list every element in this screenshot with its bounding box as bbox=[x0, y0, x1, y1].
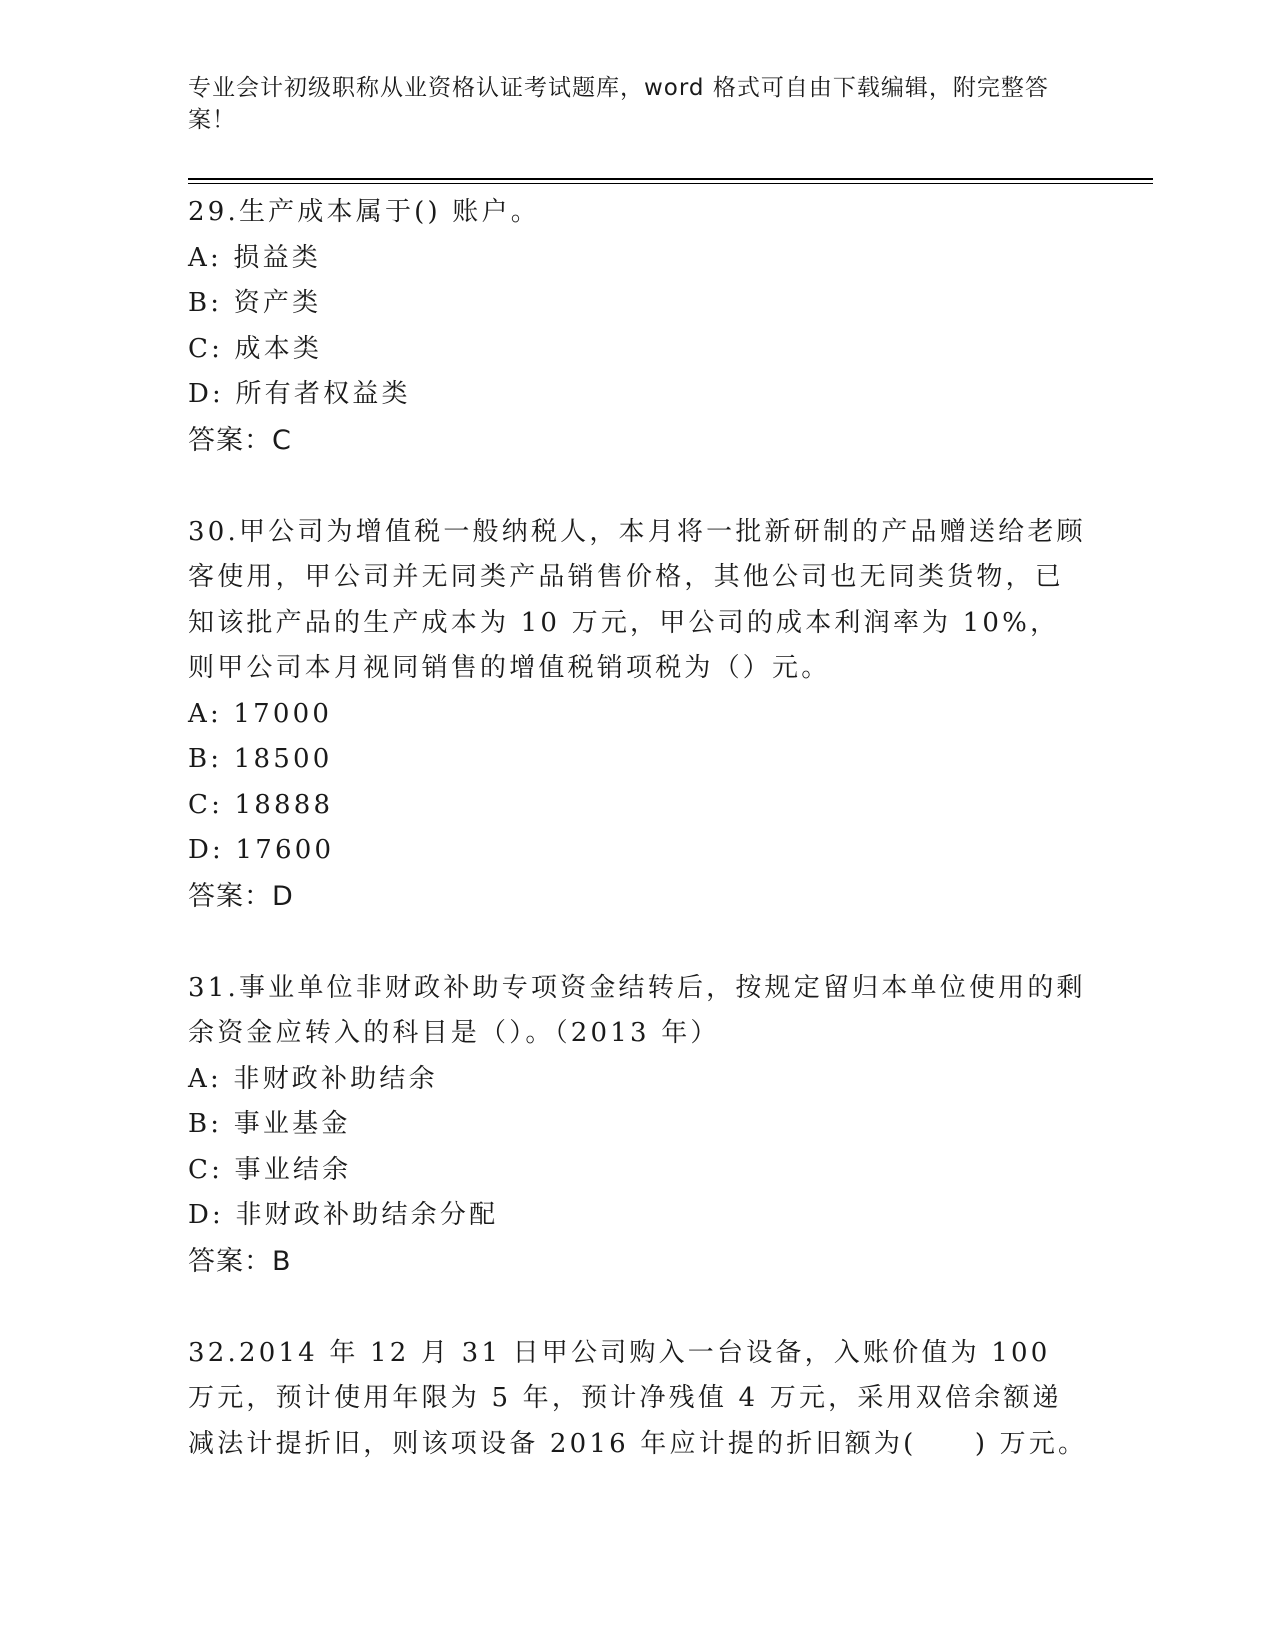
option-a: A: 非财政补助结余 bbox=[188, 1063, 438, 1094]
document-header bbox=[188, 72, 1068, 136]
question-31 bbox=[188, 966, 1088, 1285]
option-a: A: 17000 bbox=[188, 698, 333, 729]
question-32 bbox=[188, 1331, 1088, 1468]
spacer bbox=[188, 920, 1088, 966]
header-divider-thick bbox=[188, 178, 1153, 180]
option-b: B: 资产类 bbox=[188, 288, 322, 318]
question-stem: 32.2014 年 12 月 31 日甲公司购入一台设备，入账价值为 100 万元，预计使用年限为 5 年，预计净残值 4 万元，采用双倍余额递减法计提折旧，则该项设备 2016 年应计提的折旧额为( ) 万元。 bbox=[188, 1337, 1088, 1459]
option-d: D: 17600 bbox=[188, 835, 335, 865]
option-a: A: 损益类 bbox=[188, 242, 322, 273]
header-divider-thin bbox=[188, 183, 1153, 184]
option-d: D: 所有者权益类 bbox=[188, 379, 411, 409]
question-29 bbox=[188, 190, 1088, 464]
question-stem: 29.生产成本属于() 账户。 bbox=[188, 197, 540, 227]
question-stem: 31.事业单位非财政补助专项资金结转后，按规定留归本单位使用的剩余资金应转入的科目是（）。（2013 年） bbox=[188, 972, 1086, 1048]
option-d: D: 非财政补助结余分配 bbox=[188, 1200, 499, 1230]
answer-line: 答案：C bbox=[188, 424, 292, 456]
question-list bbox=[188, 190, 1088, 1467]
option-b: B: 18500 bbox=[188, 744, 333, 774]
question-30 bbox=[188, 510, 1088, 920]
option-c: C: 事业结余 bbox=[188, 1154, 352, 1185]
question-stem: 30.甲公司为增值税一般纳税人，本月将一批新研制的产品赠送给老顾客使用，甲公司并无同类产品销售价格，其他公司也无同类货物，已知该批产品的生产成本为 10 万元，甲公司的成本利润率为 10%，则甲公司本月视同销售的增值税销项税为（）元。 bbox=[188, 516, 1086, 683]
answer-line: 答案：D bbox=[188, 880, 294, 912]
header-text: 专业会计初级职称从业资格认证考试题库，word 格式可自由下载编辑，附完整答案！ bbox=[188, 75, 1049, 133]
answer-line: 答案：B bbox=[188, 1245, 292, 1277]
option-c: C: 成本类 bbox=[188, 333, 323, 364]
option-b: B: 事业基金 bbox=[188, 1109, 351, 1139]
spacer bbox=[188, 1285, 1088, 1331]
spacer bbox=[188, 464, 1088, 510]
option-c: C: 18888 bbox=[188, 789, 334, 820]
